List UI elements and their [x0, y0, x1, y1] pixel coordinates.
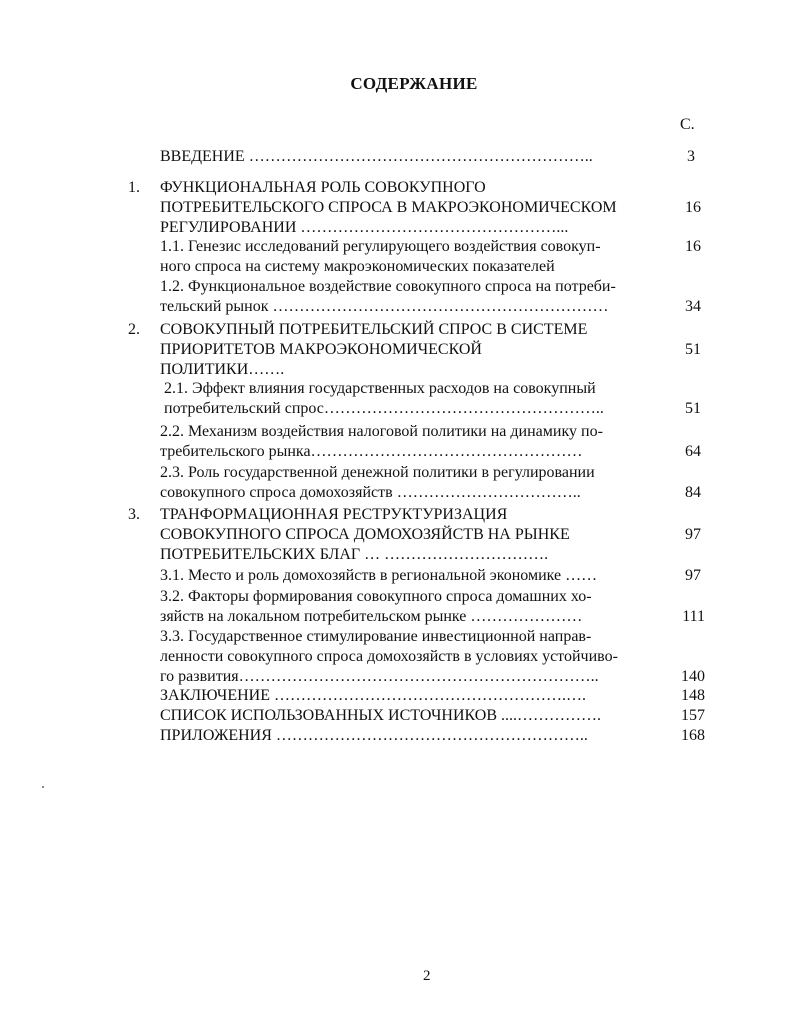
page-column-header: С. [680, 116, 695, 133]
toc-line: СОВОКУПНЫЙ ПОТРЕБИТЕЛЬСКИЙ СПРОС В СИСТЕМЕ [160, 321, 588, 338]
toc-line: 2.3. Роль государственной денежной политики в регулировании [160, 464, 595, 481]
toc-line: ПОТРЕБИТЕЛЬСКОГО СПРОСА В МАКРОЭКОНОМИЧЕСКОМ [160, 199, 617, 216]
toc-line: 3.3. Государственное стимулирование инвестиционной направ- [160, 628, 592, 645]
toc-page: 34 [685, 298, 701, 315]
toc-line: го развития………………………………………………………….. [160, 668, 599, 685]
toc-line: тельский рынок ……………………………………………………… [160, 298, 609, 315]
scan-speck [42, 786, 44, 788]
toc-line: СПИСОК ИСПОЛЬЗОВАННЫХ ИСТОЧНИКОВ ....……………. [160, 707, 602, 724]
toc-number: 2. [128, 321, 140, 338]
toc-page: 157 [681, 707, 705, 724]
page-number: 2 [423, 968, 431, 984]
toc-page: 97 [685, 526, 701, 543]
toc-page: 16 [685, 199, 701, 216]
page-title: СОДЕРЖАНИЕ [350, 74, 478, 93]
toc-line: РЕГУЛИРОВАНИИ …………………………………………... [160, 219, 569, 236]
toc-page: 168 [681, 727, 705, 744]
toc-line: 2.1. Эффект влияния государственных расходов на совокупный [164, 380, 596, 397]
toc-line: ЗАКЛЮЧЕНИЕ ……………………………………………….…. [160, 687, 586, 704]
toc-line: 2.2. Механизм воздействия налоговой политики на динамику по- [160, 423, 603, 440]
toc-line: 1.1. Генезис исследований регулирующего воздействия совокуп- [160, 238, 601, 255]
toc-line: ПОТРЕБИТЕЛЬСКИХ БЛАГ … …………………………. [160, 546, 549, 563]
toc-number: 1. [128, 179, 140, 196]
toc-line: 3.1. Место и роль домохозяйств в региональной экономике …… [160, 567, 598, 584]
toc-line: ПОЛИТИКИ……. [160, 361, 285, 378]
toc-line: 1.2. Функциональное воздействие совокупного спроса на потреби- [160, 278, 616, 295]
toc-line: 3.2. Факторы формирования совокупного спроса домашних хо- [160, 588, 592, 605]
toc-line: потребительский спрос…………………………………………….. [164, 400, 604, 417]
toc-line: ного спроса на систему макроэкономических показателей [160, 258, 555, 275]
toc-number: 3. [128, 506, 140, 523]
toc-line: ТРАНФОРМАЦИОННАЯ РЕСТРУКТУРИЗАЦИЯ [160, 506, 508, 523]
toc-line: совокупного спроса домохозяйств …………………………….. [160, 484, 581, 501]
toc-line: требительского рынка…………………………………………… [160, 443, 583, 460]
toc-page: 51 [685, 341, 701, 358]
toc-page: 140 [681, 668, 705, 685]
toc-line: ПРИЛОЖЕНИЯ ………………………………………………….. [160, 727, 588, 744]
toc-line: ВВЕДЕНИЕ ……………………………………………………….. [160, 148, 593, 165]
toc-line: зяйств на локальном потребительском рынке ………………… [160, 608, 583, 625]
toc-page: 64 [685, 443, 701, 460]
toc-page: 148 [681, 687, 705, 704]
toc-line: ФУНКЦИОНАЛЬНАЯ РОЛЬ СОВОКУПНОГО [160, 179, 486, 196]
toc-page: 51 [685, 400, 701, 417]
toc-page: 97 [685, 567, 701, 584]
toc-page: 84 [685, 484, 701, 501]
toc-line: ленности совокупного спроса домохозяйств в условиях устойчиво- [160, 648, 618, 665]
toc-page: 3 [687, 148, 695, 165]
toc-line: ПРИОРИТЕТОВ МАКРОЭКОНОМИЧЕСКОЙ [160, 341, 482, 358]
toc-page: 111 [682, 608, 705, 625]
toc-line: СОВОКУПНОГО СПРОСА ДОМОХОЗЯЙСТВ НА РЫНКЕ [160, 526, 570, 543]
toc-page: 16 [685, 238, 701, 255]
